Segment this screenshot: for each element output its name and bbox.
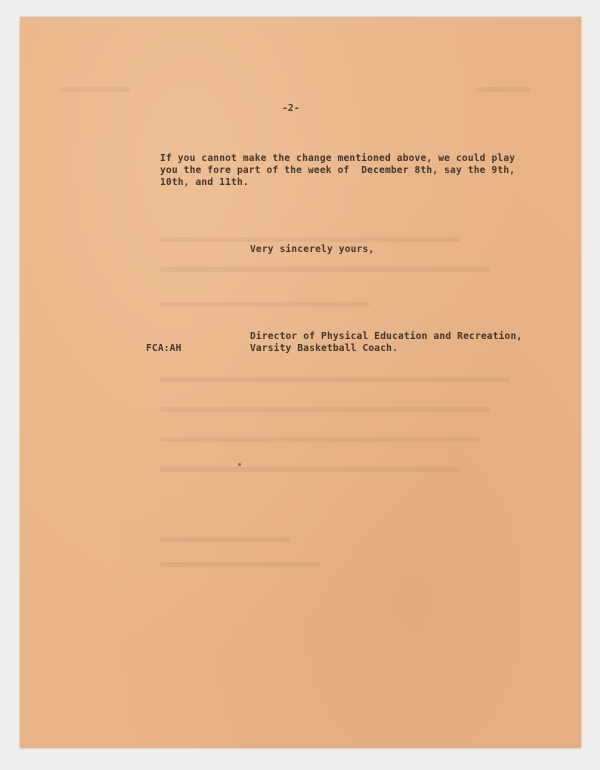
bleed-through-mark: [160, 537, 290, 542]
body-line: 10th, and 11th.: [160, 177, 249, 188]
body-line: you the fore part of the week of December 8th, say the 9th,: [160, 165, 516, 176]
body-line: If you cannot make the change mentioned above, we could play: [160, 153, 516, 164]
signature-title-line: Director of Physical Education and Recreation,: [250, 331, 523, 342]
bleed-through-mark: [160, 562, 320, 567]
reference-initials: FCA:AH: [146, 343, 182, 354]
complimentary-close: Very sincerely yours,: [250, 244, 375, 255]
bleed-through-mark: [475, 87, 530, 92]
bleed-through-mark: [160, 302, 370, 307]
letter-page: [20, 17, 581, 748]
ink-speck: [238, 463, 241, 466]
signature-title-line: Varsity Basketball Coach.: [250, 343, 398, 354]
bleed-through-mark: [160, 237, 460, 242]
bleed-through-mark: [160, 267, 490, 272]
bleed-through-mark: [160, 437, 480, 442]
bleed-through-mark: [160, 377, 510, 382]
bleed-through-mark: [60, 87, 130, 92]
page-number: -2-: [282, 103, 300, 114]
bleed-through-mark: [160, 467, 460, 472]
bleed-through-mark: [160, 407, 490, 412]
